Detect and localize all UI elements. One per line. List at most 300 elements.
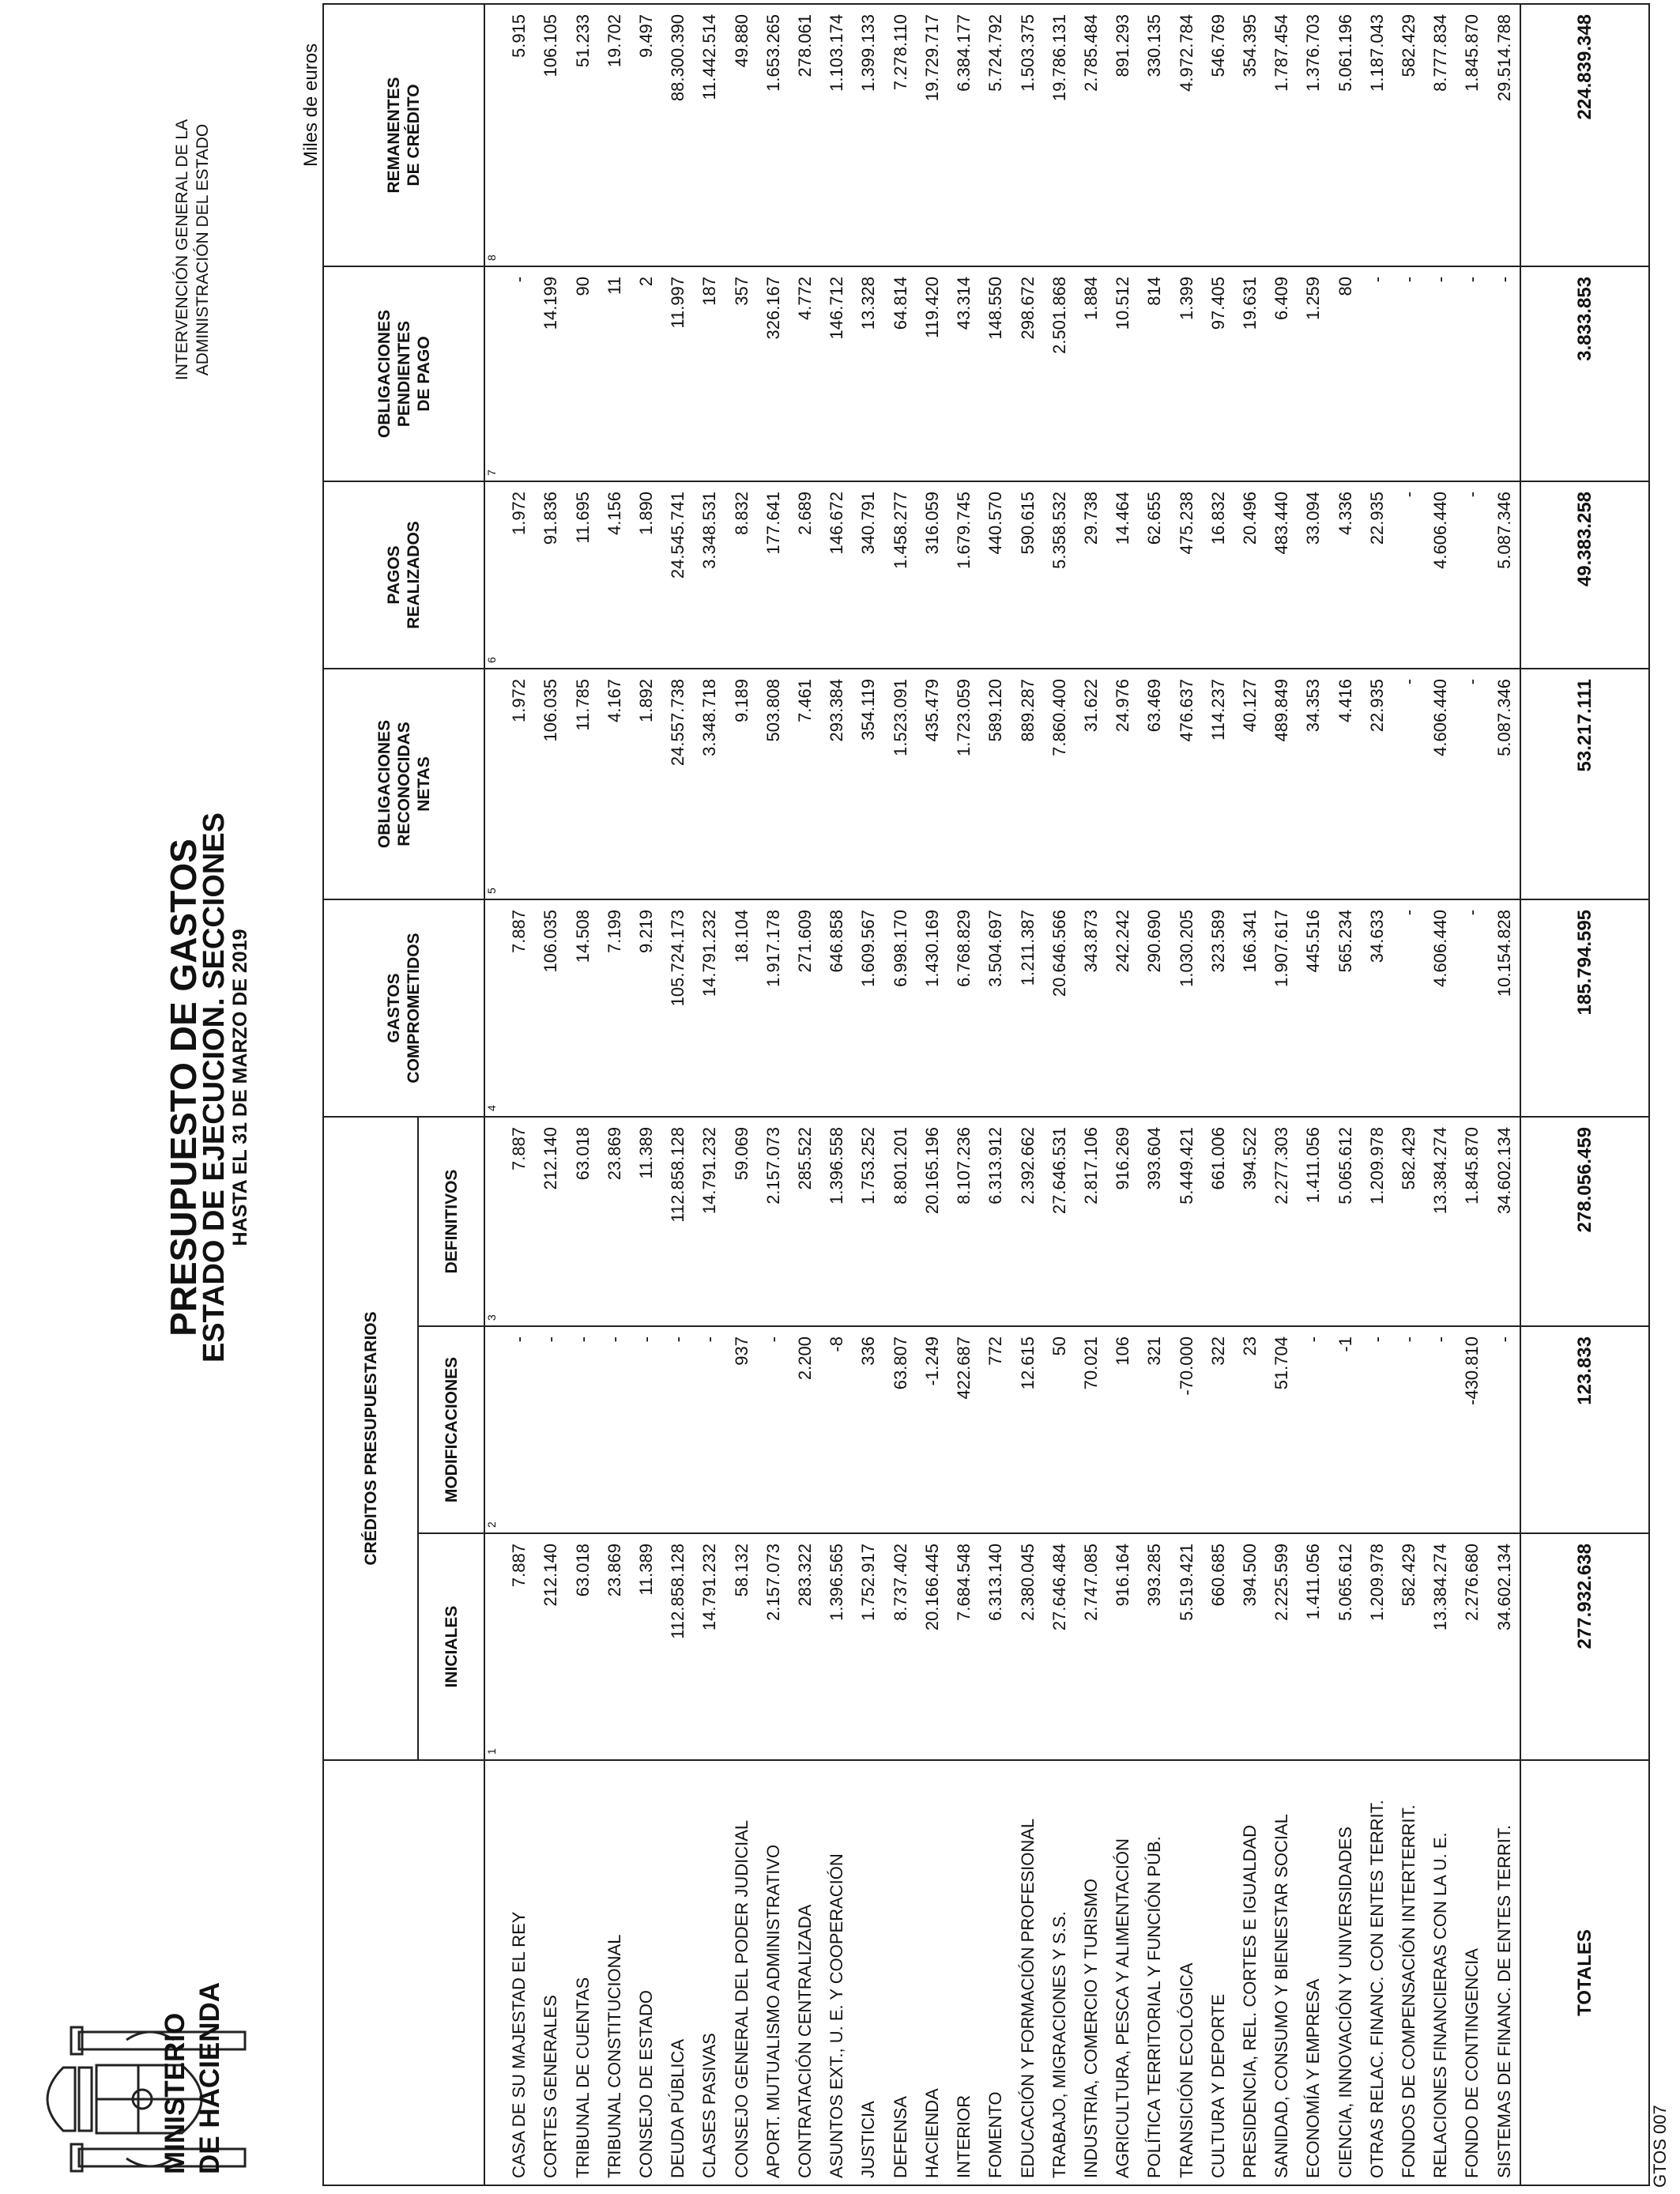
table-row [630,4,661,2185]
amount-cell: - [757,1326,789,1533]
amount-cell: 435.479 [916,669,947,899]
amount-cell: 212.140 [535,1117,567,1326]
section-name-cell: ASUNTOS EXT., U. E. Y COOPERACIÓN [821,1760,853,2185]
table-row [1488,4,1520,2185]
amount-cell: 1.523.091 [884,669,916,899]
amount-cell: 1.890 [630,481,661,669]
amount-cell: 34.602.134 [1488,1117,1520,1326]
amount-cell: 212.140 [535,1533,567,1760]
amount-cell: 5.449.421 [1170,1117,1202,1326]
amount-cell: 1.411.056 [1298,1117,1329,1326]
amount-cell: 278.061 [789,4,820,266]
amount-cell: 59.069 [725,1117,757,1326]
total-amount-cell: 185.794.595 [1520,899,1649,1117]
table-row [789,4,820,2185]
amount-cell: 422.687 [948,1326,980,1533]
amount-cell: 22.935 [1361,481,1392,669]
section-name-cell: DEUDA PÚBLICA [662,1760,694,2185]
amount-cell: 1.396.558 [821,1117,853,1326]
amount-cell: 14.791.232 [694,1533,725,1760]
amount-cell: 440.570 [980,481,1011,669]
section-name-cell: CIENCIA, INNOVACIÓN Y UNIVERSIDADES [1329,1760,1361,2185]
amount-cell: 1.259 [1298,266,1329,481]
amount-cell: 119.420 [916,266,947,481]
amount-cell: 14.791.232 [694,899,725,1117]
issuing-body: INTERVENCIÓN GENERAL DE LA ADMINISTRACIÓN DEL ESTADO [173,119,212,381]
amount-cell: 1.907.617 [1266,899,1298,1117]
budget-execution-table [322,3,1650,2186]
section-name-cell: TRABAJO, MIGRACIONES Y S.S. [1043,1760,1075,2185]
table-row [1425,4,1456,2185]
amount-cell: 9.189 [725,669,757,899]
amount-cell: 582.429 [1392,1533,1424,1760]
amount-cell: 326.167 [757,266,789,481]
amount-cell: - [1456,669,1488,899]
amount-cell: 13.384.274 [1425,1117,1456,1326]
amount-cell: - [662,1326,694,1533]
amount-cell: 4.156 [598,481,630,669]
amount-cell: 51.233 [567,4,598,266]
amount-cell: 6.313.912 [980,1117,1011,1326]
amount-cell: 1.679.745 [948,481,980,669]
section-name-cell: EDUCACIÓN Y FORMACIÓN PROFESIONAL [1011,1760,1043,2185]
amount-cell: 475.238 [1170,481,1202,669]
amount-cell: 3.348.718 [694,669,725,899]
amount-cell: - [1425,1326,1456,1533]
amount-cell: 34.353 [1298,669,1329,899]
amount-cell: 2 [630,266,661,481]
table-row [1075,4,1106,2185]
amount-cell: 1.787.454 [1266,4,1298,266]
amount-cell: 14.508 [567,899,598,1117]
amount-cell: 5.724.792 [980,4,1011,266]
table-row [1266,4,1298,2185]
section-name-cell: SANIDAD, CONSUMO Y BIENESTAR SOCIAL [1266,1760,1298,2185]
table-row [567,4,598,2185]
table-row [821,4,853,2185]
column-number: 6 [484,481,503,669]
section-name-cell: AGRICULTURA, PESCA Y ALIMENTACIÓN [1107,1760,1139,2185]
amount-cell: 1.972 [503,669,535,899]
amount-cell: 63.807 [884,1326,916,1533]
amount-cell: 2.689 [789,481,820,669]
section-name-cell: SISTEMAS DE FINANC. DE ENTES TERRIT. [1488,1760,1520,2185]
amount-cell: 646.858 [821,899,853,1117]
section-name-cell: TRANSICIÓN ECOLÓGICA [1170,1760,1202,2185]
amount-cell: 63.469 [1139,669,1170,899]
amount-cell: 9.497 [630,4,661,266]
header-section [323,1760,484,2185]
header-definitivos: DEFINITIVOS [418,1117,484,1326]
amount-cell: 357 [725,266,757,481]
amount-cell: 187 [694,266,725,481]
table-row [1298,4,1329,2185]
table-row [694,4,725,2185]
amount-cell: 340.791 [853,481,884,669]
amount-cell: 51.704 [1266,1326,1298,1533]
amount-cell: 3.504.697 [980,899,1011,1117]
table-row [948,4,980,2185]
totals-row [1520,4,1649,2185]
amount-cell: 70.021 [1075,1326,1106,1533]
header-modificaciones: MODIFICACIONES [418,1326,484,1533]
amount-cell: 29.738 [1075,481,1106,669]
amount-cell: 330.135 [1139,4,1170,266]
amount-cell: 20.646.566 [1043,899,1075,1117]
amount-cell: 1.030.205 [1170,899,1202,1117]
column-number: 8 [484,4,503,266]
amount-cell: 2.277.303 [1266,1117,1298,1326]
amount-cell: 565.234 [1329,899,1361,1117]
amount-cell: 3.348.531 [694,481,725,669]
amount-cell: - [1488,1326,1520,1533]
amount-cell: 12.615 [1011,1326,1043,1533]
amount-cell: -70.000 [1170,1326,1202,1533]
amount-cell: 64.814 [884,266,916,481]
table-row [853,4,884,2185]
amount-cell: 1.752.917 [853,1533,884,1760]
total-amount-cell: 123.833 [1520,1326,1649,1533]
amount-cell: 393.285 [1139,1533,1170,1760]
amount-cell: 5.065.612 [1329,1533,1361,1760]
amount-cell: 1.209.978 [1361,1117,1392,1326]
amount-cell: - [1361,1326,1392,1533]
amount-cell: 7.684.548 [948,1533,980,1760]
section-name-cell: CORTES GENERALES [535,1760,567,2185]
amount-cell: 293.384 [821,669,853,899]
section-name-cell: CONSEJO GENERAL DEL PODER JUDICIAL [725,1760,757,2185]
amount-cell: 6.998.170 [884,899,916,1117]
amount-cell: 20.166.445 [916,1533,947,1760]
amount-cell: 6.768.829 [948,899,980,1117]
amount-cell: 1.892 [630,669,661,899]
amount-cell: 2.817.106 [1075,1117,1106,1326]
header-creditos: CRÉDITOS PRESUPUESTARIOS [323,1117,418,1760]
amount-cell: 19.631 [1234,266,1265,481]
section-name-cell: ECONOMÍA Y EMPRESA [1298,1760,1329,2185]
amount-cell: - [1298,1326,1329,1533]
amount-cell: 11.442.514 [694,4,725,266]
total-amount-cell: 277.932.638 [1520,1533,1649,1760]
report-title: PRESUPUESTO DE GASTOS [163,839,204,1336]
amount-cell: 546.769 [1202,4,1234,266]
total-amount-cell: 49.383.258 [1520,481,1649,669]
section-name-cell: PRESIDENCIA, REL. CORTES E IGUALDAD [1234,1760,1265,2185]
amount-cell: -430.810 [1456,1326,1488,1533]
table-row [1456,4,1488,2185]
amount-cell: 2.380.045 [1011,1533,1043,1760]
amount-cell: 1.399.133 [853,4,884,266]
amount-cell: 445.516 [1298,899,1329,1117]
amount-cell: 1.458.277 [884,481,916,669]
amount-cell: 889.287 [1011,669,1043,899]
amount-cell: 146.672 [821,481,853,669]
amount-cell: 483.440 [1266,481,1298,669]
amount-cell: 354.395 [1234,4,1265,266]
amount-cell: - [598,1326,630,1533]
amount-cell: 80 [1329,266,1361,481]
table-row [757,4,789,2185]
amount-cell: 271.609 [789,899,820,1117]
table-row [598,4,630,2185]
total-amount-cell: 53.217.111 [1520,669,1649,899]
section-name-cell: INTERIOR [948,1760,980,2185]
total-amount-cell: 278.056.459 [1520,1117,1649,1326]
amount-cell: 27.646.484 [1043,1533,1075,1760]
amount-cell: 2.392.662 [1011,1117,1043,1326]
table-row [1329,4,1361,2185]
amount-cell: 1.723.059 [948,669,980,899]
amount-cell: 393.604 [1139,1117,1170,1326]
amount-cell: 1.430.169 [916,899,947,1117]
table-row [1392,4,1424,2185]
amount-cell: 336 [853,1326,884,1533]
amount-cell: 343.873 [1075,899,1106,1117]
amount-cell: 105.724.173 [662,899,694,1117]
amount-cell: 1.187.043 [1361,4,1392,266]
amount-cell: 322 [1202,1326,1234,1533]
amount-cell: 661.006 [1202,1117,1234,1326]
amount-cell: 177.641 [757,481,789,669]
amount-cell: 503.808 [757,669,789,899]
section-name-cell: FOMENTO [980,1760,1011,2185]
section-name-cell: JUSTICIA [853,1760,884,2185]
amount-cell: 1.209.978 [1361,1533,1392,1760]
amount-cell: 1.396.565 [821,1533,853,1760]
amount-cell: - [1456,481,1488,669]
amount-cell: 242.242 [1107,899,1139,1117]
amount-cell: -8 [821,1326,853,1533]
total-amount-cell: 3.833.853 [1520,266,1649,481]
amount-cell: 476.637 [1170,669,1202,899]
amount-cell: 13.384.274 [1425,1533,1456,1760]
amount-cell: - [503,1326,535,1533]
section-name-cell: DEFENSA [884,1760,916,2185]
table-row [725,4,757,2185]
amount-cell: 16.832 [1202,481,1234,669]
total-amount-cell: 224.839.348 [1520,4,1649,266]
amount-cell: 112.858.128 [662,1533,694,1760]
amount-cell: 7.461 [789,669,820,899]
amount-cell: 1.917.178 [757,899,789,1117]
section-name-cell: CULTURA Y DEPORTE [1202,1760,1234,2185]
amount-cell: - [567,1326,598,1533]
section-name-cell: TRIBUNAL DE CUENTAS [567,1760,598,2185]
amount-cell: 20.165.196 [916,1117,947,1326]
amount-cell: 9.219 [630,899,661,1117]
amount-cell: 7.278.110 [884,4,916,266]
amount-cell: 4.606.440 [1425,899,1456,1117]
amount-cell: 916.164 [1107,1533,1139,1760]
section-name-cell: CONSEJO DE ESTADO [630,1760,661,2185]
amount-cell: 14.464 [1107,481,1139,669]
table-row [916,4,947,2185]
amount-cell: 19.729.717 [916,4,947,266]
amount-cell: 1.884 [1075,266,1106,481]
section-name-cell: APORT. MUTUALISMO ADMINISTRATIVO [757,1760,789,2185]
amount-cell: 2.785.484 [1075,4,1106,266]
amount-cell: 34.602.134 [1488,1533,1520,1760]
amount-cell: 891.293 [1107,4,1139,266]
amount-cell: 11.785 [567,669,598,899]
amount-cell: 7.887 [503,899,535,1117]
amount-cell: 2.225.599 [1266,1533,1298,1760]
amount-cell: 7.887 [503,1117,535,1326]
amount-cell: - [1392,481,1424,669]
amount-cell: 33.094 [1298,481,1329,669]
amount-cell: 7.199 [598,899,630,1117]
amount-cell: 5.358.532 [1043,481,1075,669]
section-name-cell: FONDO DE CONTINGENCIA [1456,1760,1488,2185]
header-iniciales: INICIALES [418,1533,484,1760]
amount-cell: 2.200 [789,1326,820,1533]
amount-cell: 5.519.421 [1170,1533,1202,1760]
header-obligaciones: OBLIGACIONES RECONOCIDAS NETAS [323,669,484,899]
amount-cell: - [1361,266,1392,481]
amount-cell: 19.786.131 [1043,4,1075,266]
amount-cell: - [503,266,535,481]
amount-cell: -1.249 [916,1326,947,1533]
amount-cell: 2.157.073 [757,1117,789,1326]
amount-cell: 10.512 [1107,266,1139,481]
amount-cell: 2.157.073 [757,1533,789,1760]
footer-code: GTOS 007 [1650,2105,1670,2188]
amount-cell: 11.997 [662,266,694,481]
section-name-cell: CLASES PASIVAS [694,1760,725,2185]
table-row [1234,4,1265,2185]
amount-cell: 11 [598,266,630,481]
amount-cell: 6.313.140 [980,1533,1011,1760]
amount-cell: - [1425,266,1456,481]
table-row [503,4,535,2185]
amount-cell: 1.411.056 [1298,1533,1329,1760]
amount-cell: 31.622 [1075,669,1106,899]
amount-cell: 814 [1139,266,1170,481]
amount-cell: 916.269 [1107,1117,1139,1326]
column-number: 1 [484,1533,503,1760]
amount-cell: 24.976 [1107,669,1139,899]
amount-cell: 148.550 [980,266,1011,481]
amount-cell: 8.737.402 [884,1533,916,1760]
amount-cell: - [1392,899,1424,1117]
amount-cell: 323.589 [1202,899,1234,1117]
amount-cell: 582.429 [1392,4,1424,266]
amount-cell: 43.314 [948,266,980,481]
amount-cell: 63.018 [567,1117,598,1326]
amount-cell: 6.409 [1266,266,1298,481]
amount-cell: 23.869 [598,1533,630,1760]
amount-cell: - [535,1326,567,1533]
amount-cell: 354.119 [853,669,884,899]
table-row [884,4,916,2185]
amount-cell: 6.384.177 [948,4,980,266]
section-name-cell: CASA DE SU MAJESTAD EL REY [503,1760,535,2185]
amount-cell: - [1392,1326,1424,1533]
amount-cell: 91.836 [535,481,567,669]
amount-cell: 5.087.346 [1488,669,1520,899]
amount-cell: 4.972.784 [1170,4,1202,266]
amount-cell: 316.059 [916,481,947,669]
amount-cell: 4.606.440 [1425,669,1456,899]
amount-cell: 19.702 [598,4,630,266]
amount-cell: 23.869 [598,1117,630,1326]
amount-cell: 2.276.680 [1456,1533,1488,1760]
amount-cell: 5.061.196 [1329,4,1361,266]
amount-cell: 590.615 [1011,481,1043,669]
amount-cell: 582.429 [1392,1117,1424,1326]
amount-cell: 4.606.440 [1425,481,1456,669]
amount-cell: 5.915 [503,4,535,266]
amount-cell: 1.103.174 [821,4,853,266]
amount-cell: 285.522 [789,1117,820,1326]
amount-cell: 4.167 [598,669,630,899]
amount-cell: 1.845.870 [1456,4,1488,266]
amount-cell: 112.858.128 [662,1117,694,1326]
amount-cell: 18.104 [725,899,757,1117]
section-name-cell: CONTRATACIÓN CENTRALIZADA [789,1760,820,2185]
header-pagos: PAGOS REALIZADOS [323,481,484,669]
amount-cell: 8.801.201 [884,1117,916,1326]
ministry-name: MINISTERIO DE HACIENDA [160,1981,225,2174]
amount-cell: - [1456,266,1488,481]
section-name-cell: INDUSTRIA, COMERCIO Y TURISMO [1075,1760,1106,2185]
amount-cell: - [1456,899,1488,1117]
column-number: 4 [484,899,503,1117]
amount-cell: 20.496 [1234,481,1265,669]
amount-cell: 90 [567,266,598,481]
amount-cell: 14.791.232 [694,1117,725,1326]
amount-cell: 166.341 [1234,899,1265,1117]
report-subtitle: ESTADO DE EJECUCION. SECCIONES [198,812,231,1363]
amount-cell: 4.772 [789,266,820,481]
amount-cell: 2.501.868 [1043,266,1075,481]
amount-cell: 283.322 [789,1533,820,1760]
table-row [1043,4,1075,2185]
amount-cell: 8.107.236 [948,1117,980,1326]
amount-cell: -1 [1329,1326,1361,1533]
amount-cell: 88.300.390 [662,4,694,266]
coat-of-arms-icon [32,2024,277,2174]
amount-cell: 937 [725,1326,757,1533]
amount-cell: 106 [1107,1326,1139,1533]
amount-cell: 1.503.375 [1011,4,1043,266]
amount-cell: 1.972 [503,481,535,669]
section-name-cell: HACIENDA [916,1760,947,2185]
table-row [1361,4,1392,2185]
amount-cell: 49.880 [725,4,757,266]
table-row [535,4,567,2185]
amount-cell: 489.849 [1266,669,1298,899]
amount-cell: 63.018 [567,1533,598,1760]
amount-cell: - [1392,669,1424,899]
table-row [1170,4,1202,2185]
amount-cell: 8.777.834 [1425,4,1456,266]
column-number: 3 [484,1117,503,1326]
amount-cell: 1.845.870 [1456,1117,1488,1326]
amount-cell: 114.237 [1202,669,1234,899]
amount-cell: 1.753.252 [853,1117,884,1326]
table-row [1011,4,1043,2185]
amount-cell: 27.646.531 [1043,1117,1075,1326]
amount-cell: 106.105 [535,4,567,266]
table-row [1139,4,1170,2185]
amount-cell: 7.860.400 [1043,669,1075,899]
amount-cell: 394.500 [1234,1533,1265,1760]
amount-cell: 1.609.567 [853,899,884,1117]
amount-cell: 40.127 [1234,669,1265,899]
amount-cell: 290.690 [1139,899,1170,1117]
column-number-row [484,4,503,2185]
